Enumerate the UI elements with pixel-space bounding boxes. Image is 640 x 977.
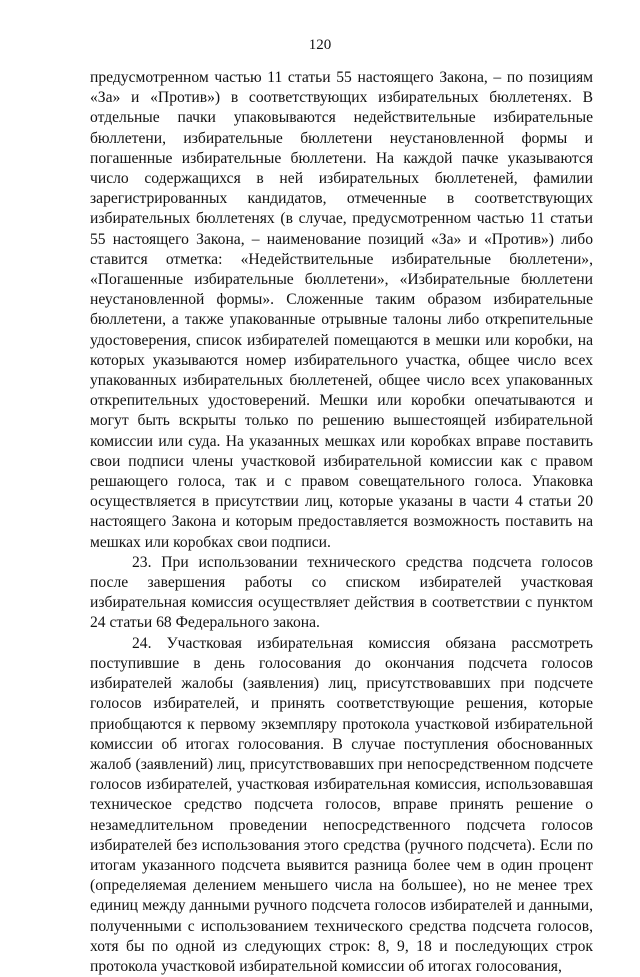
document-body xyxy=(90,68,593,977)
paragraph-item-24: 24. Участковая избирательная комиссия обязана рассмотреть поступившие в день голосования до окончания подсчета голосов избирателей жалобы (заявления) лиц, присутствовавших при подсчете голосов избирателей, и принять соответствующие решения, которые приобщаются к первому экземпляру протокола участковой избирательной комиссии об итогах голосования. В случае поступления обоснованных жалоб (заявлений) лиц, присутствовавших при непосредственном подсчете голосов избирателей, участковая избирательная комиссия, использовавшая техническое средство подсчета голосов, вправе принять решение о незамедлительном проведении непосредственного подсчета голосов избирателей без использования этого средства (ручного подсчета). Если по итогам указанного подсчета выявится разница более чем в один процент (определяемая делением меньшего числа на большее), но не менее трех единиц между данными ручного подсчета голосов избирателей и данными, полученными с использованием технического средства подсчета голосов, хотя бы по одной из следующих строк: 8, 9, 18 и последующих строк протокола участковой избирательной комиссии об итогах голосования, xyxy=(90,634,593,975)
paragraph-continuation: предусмотренном частью 11 статьи 55 настоящего Закона, – по позициям «За» и «Против») в соответствующих избирательных бюллетенях. В отдельные пачки упаковываются недействительные избирательные бюллетени, избирательные бюллетени неустановленной формы и погашенные избирательные бюллетени. На каждой пачке указываются число содержащихся в ней избирательных бюллетеней, фамилии зарегистрированных кандидатов, отмеченные в соответствующих избирательных бюллетенях (в случае, предусмотренном частью 11 статьи 55 настоящего Закона, – наименование позиций «За» и «Против») либо ставится отметка: «Недействительные избирательные бюллетени», «Погашенные избирательные бюллетени», «Избирательные бюллетени неустановленной формы». Сложенные таким образом избирательные бюллетени, а также упакованные отрывные талоны либо открепительные удостоверения, список избирателей помещаются в мешки или коробки, на которых указываются номер избирательного участка, общее число всех упакованных избирательных бюллетеней, общее число всех упакованных открепительных удостоверений. Мешки или коробки опечатываются и могут быть вскрыты только по решению вышестоящей избирательной комиссии или суда. На указанных мешках или коробках вправе поставить свои подписи члены участковой избирательной комиссии как с правом решающего голоса, так и с правом совещательного голоса. Упаковка осуществляется в присутствии лиц, которые указаны в части 4 статьи 20 настоящего Закона и которым предоставляется возможность поставить на мешках или коробках свои подписи. xyxy=(90,69,593,551)
page-number: 120 xyxy=(308,37,332,53)
paragraph-item-23: 23. При использовании технического средства подсчета голосов после завершения работы со списком избирателей участковая избирательная комиссия осуществляет действия в соответствии с пунктом 24 статьи 68 Федерального закона. xyxy=(90,553,593,632)
